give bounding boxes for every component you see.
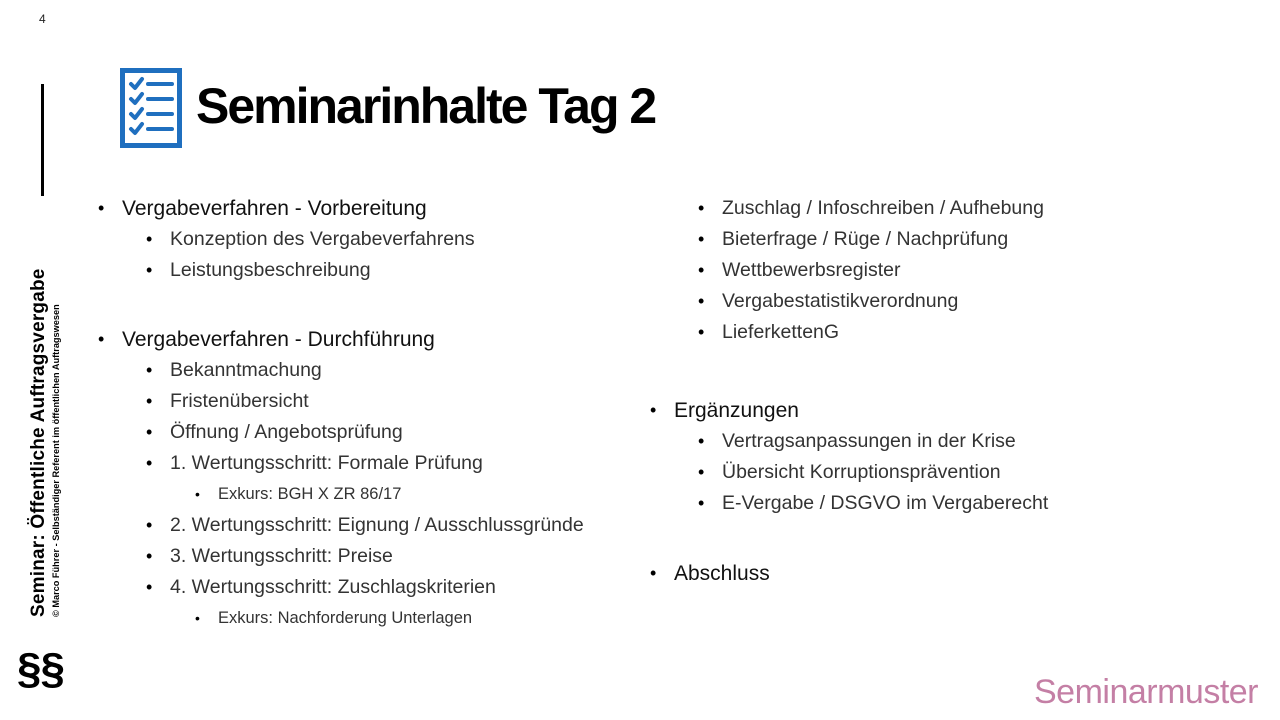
list-item: • E-Vergabe / DSGVO im Vergaberecht [674,488,1048,519]
list-item: • LieferkettenG [674,317,1048,348]
sub-list-item: • Exkurs: BGH X ZR 86/17 [122,479,584,510]
list-item: • 4. Wertungsschritt: Zuschlagskriterien [122,572,584,603]
list-item: • 1. Wertungsschritt: Formale Prüfung [122,448,584,479]
sidebar-subtitle: © Marco Führer - Selbständiger Referent im öffentlichen Auftragswesen [51,304,61,617]
list-item: • Vergabestatistikverordnung [674,286,1048,317]
page-number: 4 [39,12,46,26]
agenda-list-right [674,193,1048,589]
section-heading: • Abschluss [674,558,1048,589]
list-item: • Öffnung / Angebotsprüfung [122,417,584,448]
checklist-icon [120,68,182,148]
section-heading: • Vergabeverfahren - Vorbereitung [122,193,584,224]
list-item: • Wettbewerbsregister [674,255,1048,286]
spacer [674,348,1048,395]
sidebar-title: Seminar: Öffentliche Auftragsvergabe [28,268,49,617]
vertical-divider [41,84,44,196]
list-item: • Zuschlag / Infoschreiben / Aufhebung [674,193,1048,224]
right-column [674,193,1048,589]
list-item: • Leistungsbeschreibung [122,255,584,286]
list-item: • Bekanntmachung [122,355,584,386]
list-item: • 3. Wertungsschritt: Preise [122,541,584,572]
page-title: Seminarinhalte Tag 2 [196,78,656,134]
list-item: • Übersicht Korruptionsprävention [674,457,1048,488]
agenda-list-left [122,193,584,634]
list-item: • 2. Wertungsschritt: Eignung / Ausschlussgründe [122,510,584,541]
list-item: • Fristenübersicht [122,386,584,417]
section-heading: • Vergabeverfahren - Durchführung [122,324,584,355]
left-column [122,193,584,634]
list-item: • Bieterfrage / Rüge / Nachprüfung [674,224,1048,255]
list-item: • Vertragsanpassungen in der Krise [674,426,1048,457]
paragraph-symbol: §§ [17,644,64,693]
brand-watermark: Seminarmuster [1033,673,1258,711]
section-heading: • Ergänzungen [674,395,1048,426]
list-item: • Konzeption des Vergabeverfahrens [122,224,584,255]
sidebar-rotated-text [28,268,62,617]
spacer [122,286,584,324]
spacer [674,519,1048,558]
sub-list-item: • Exkurs: Nachforderung Unterlagen [122,603,584,634]
